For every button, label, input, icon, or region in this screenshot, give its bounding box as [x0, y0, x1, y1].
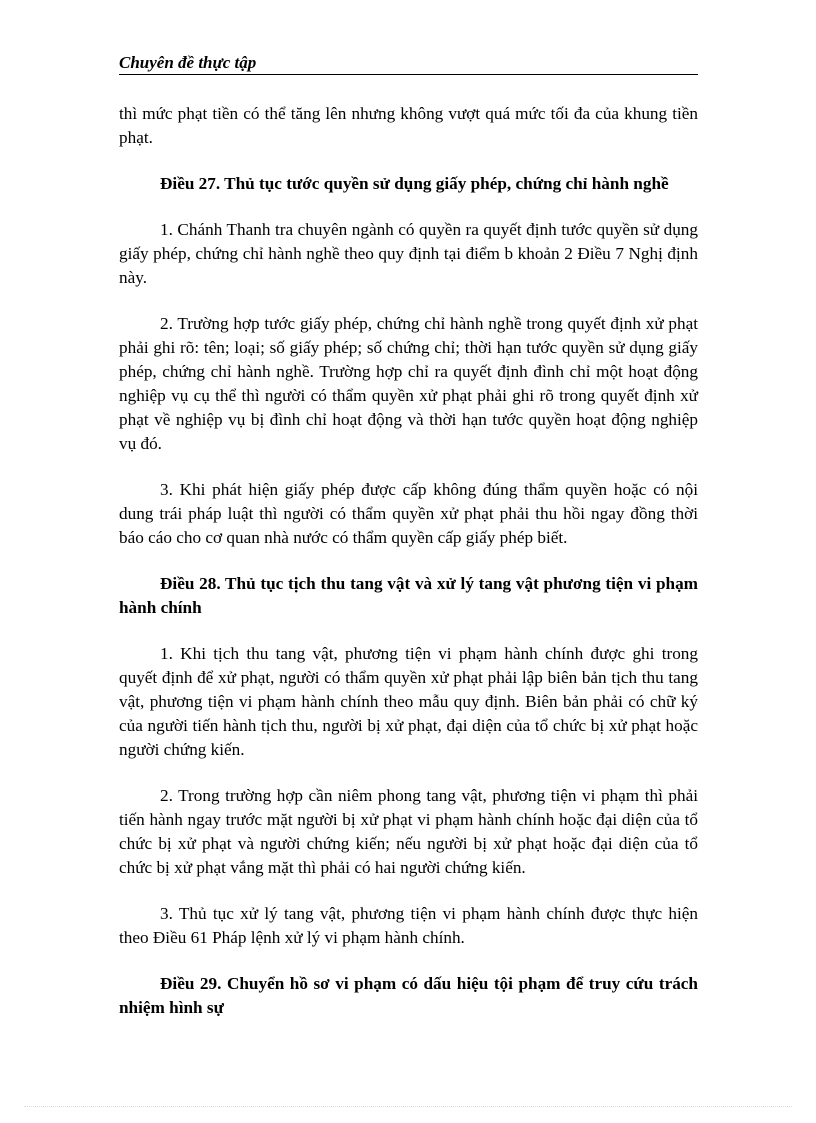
page-header	[119, 52, 698, 75]
article-28-clause-3: 3. Thủ tục xử lý tang vật, phương tiện vi phạm hành chính được thực hiện theo Điều 61 Pháp lệnh xử lý vi phạm hành chính.	[119, 904, 698, 947]
article-27-clause-3: 3. Khi phát hiện giấy phép được cấp không đúng thẩm quyền hoặc có nội dung trái pháp luật thì người có thẩm quyền xử phạt phải thu hồi ngay đồng thời báo cáo cho cơ quan nhà nước có thẩm quyền cấp giấy phép biết.	[119, 480, 698, 547]
paragraph-continuation: thì mức phạt tiền có thể tăng lên nhưng không vượt quá mức tối đa của khung tiền phạt.	[119, 104, 698, 147]
document-body	[119, 102, 698, 1020]
header-title: Chuyên đề thực tập	[119, 53, 257, 72]
article-29-heading: Điều 29. Chuyển hồ sơ vi phạm có dấu hiệu tội phạm để truy cứu trách nhiệm hình sự	[119, 974, 698, 1017]
article-27-heading: Điều 27. Thủ tục tước quyền sử dụng giấy phép, chứng chỉ hành nghề	[160, 174, 669, 193]
page-bottom-divider	[24, 1106, 792, 1107]
article-28-clause-2: 2. Trong trường hợp cần niêm phong tang vật, phương tiện vi phạm thì phải tiến hành ngay trước mặt người bị xử phạt vi phạm hành chính hoặc đại diện của tổ chức bị xử phạt và người chứng kiến; nếu người bị xử phạt hoặc đại diện của tổ chức bị xử phạt vắng mặt thì phải có hai người chứng kiến.	[119, 786, 698, 877]
article-28-clause-1: 1. Khi tịch thu tang vật, phương tiện vi phạm hành chính được ghi trong quyết định để xử phạt, người có thẩm quyền xử phạt phải lập biên bản tịch thu tang vật, phương tiện vi phạm hành chính theo mẫu quy định. Biên bản phải có chữ ký của người tiến hành tịch thu, người bị xử phạt, đại diện của tổ chức bị xử phạt hoặc người chứng kiến.	[119, 644, 698, 759]
article-27-clause-1: 1. Chánh Thanh tra chuyên ngành có quyền ra quyết định tước quyền sử dụng giấy phép, chứng chỉ hành nghề theo quy định tại điểm b khoản 2 Điều 7 Nghị định này.	[119, 220, 698, 287]
article-28-heading: Điều 28. Thủ tục tịch thu tang vật và xử lý tang vật phương tiện vi phạm hành chính	[119, 574, 698, 617]
article-27-clause-2: 2. Trường hợp tước giấy phép, chứng chỉ hành nghề trong quyết định xử phạt phải ghi rõ: tên; loại; số giấy phép; số chứng chỉ; thời hạn tước quyền sử dụng giấy phép, chứng chỉ hành nghề. Trường hợp chỉ ra quyết định đình chỉ một hoạt động nghiệp vụ cụ thể thì người có thẩm quyền xử phạt phải ghi rõ trong quyết định xử phạt về nghiệp vụ bị đình chỉ hoạt động và thời hạn tước quyền hoạt động nghiệp vụ đó.	[119, 314, 698, 453]
